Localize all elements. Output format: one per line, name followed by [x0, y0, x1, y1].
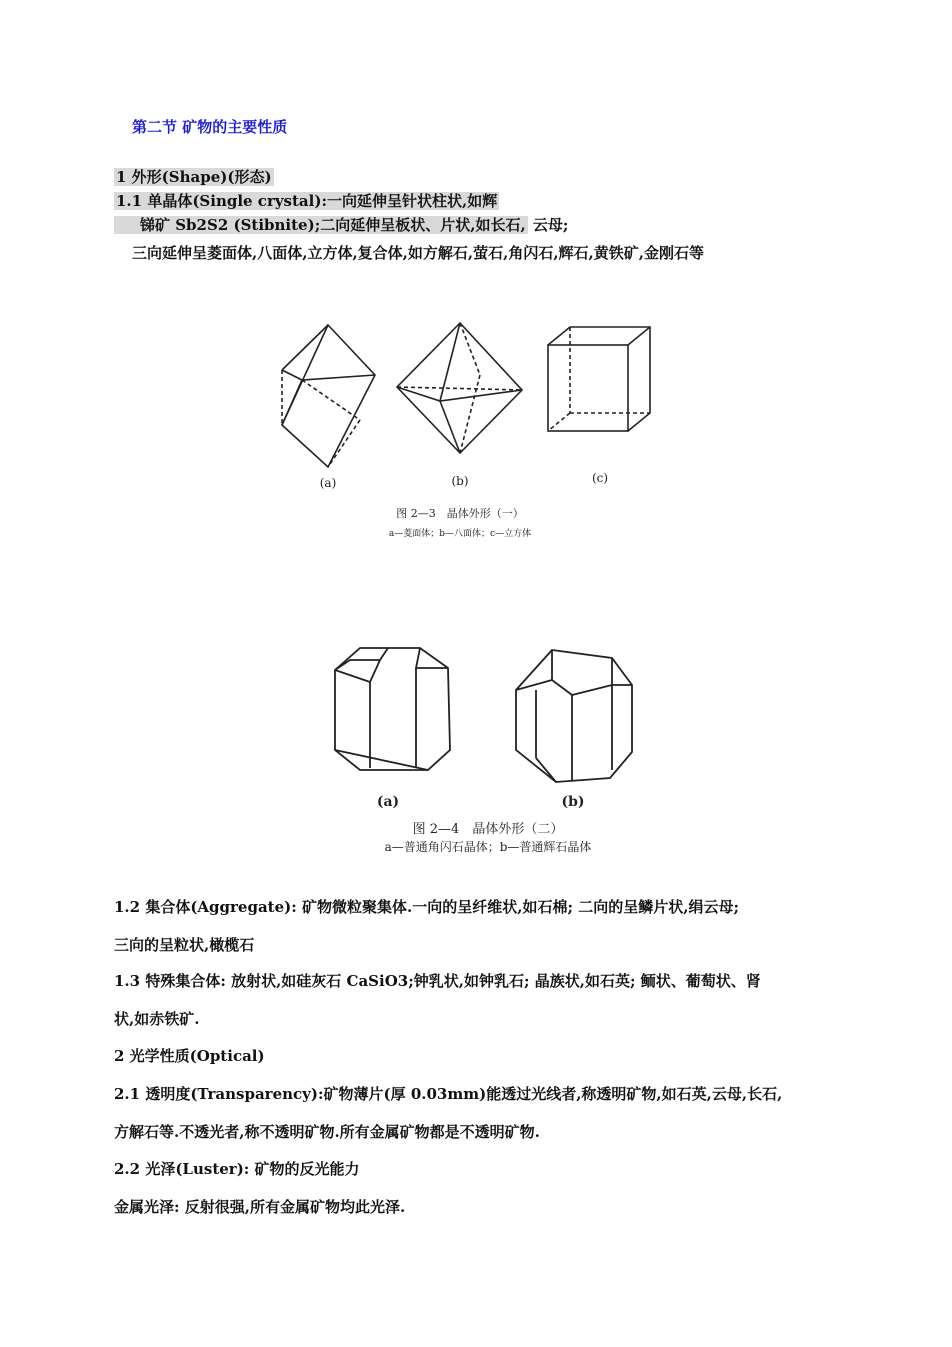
para-1-1-line2: 锑矿 Sb2S2 (Stibnite);二向延伸呈板状、片状,如长石, 云母;	[114, 214, 568, 236]
para-2-2-metallic: 金属光泽: 反射很强,所有金属矿物均此光泽.	[114, 1198, 406, 1216]
para-1-2-line1: 1.2 集合体(Aggregate): 矿物微粒聚集体.一向的呈纤维状,如石棉; 二向的呈鳞片状,绢云母;	[114, 898, 739, 916]
fig2-label-a: (a)	[376, 794, 400, 810]
fig1-subcaption: a—菱面体；b—八面体；c—立方体	[388, 529, 532, 539]
fig2-label-b: (b)	[561, 794, 585, 810]
para-2-2-heading: 2.2 光泽(Luster): 矿物的反光能力	[114, 1160, 360, 1178]
fig1-caption: 图 2—3 晶体外形（一）	[396, 507, 524, 520]
para-1-1-line1: 1.1 单晶体(Single crystal):一向延伸呈针状柱状,如辉	[116, 192, 498, 210]
figure-crystal-shapes-1	[280, 315, 660, 550]
para-2-1-line2: 方解石等.不透光者,称不透明矿物.所有金属矿物都是不透明矿物.	[114, 1123, 540, 1141]
para-1-1-line3: 三向延伸呈菱面体,八面体,立方体,复合体,如方解石,萤石,角闪石,辉石,黄铁矿,金刚石等	[132, 244, 705, 262]
heading-shape: 1 外形(Shape)(形态)	[116, 168, 272, 186]
fig1-label-b: (b)	[451, 474, 469, 488]
heading-optical: 2 光学性质(Optical)	[114, 1047, 265, 1065]
fig2-subcaption: a—普通角闪石晶体；b—普通辉石晶体	[384, 840, 592, 854]
para-1-3-line1: 1.3 特殊集合体: 放射状,如硅灰石 CaSiO3;钟乳状,如钟乳石; 晶族状,如石英; 鲕状、葡萄状、肾	[114, 972, 761, 990]
fig1-label-a: (a)	[319, 476, 337, 490]
figure-crystal-shapes-2	[320, 640, 660, 860]
para-2-1-line1: 2.1 透明度(Transparency):矿物薄片(厚 0.03mm)能透过光线者,称透明矿物,如石英,云母,长石,	[114, 1085, 783, 1103]
fig1-label-c: (c)	[591, 471, 609, 485]
para-1-2-line2: 三向的呈粒状,橄榄石	[114, 936, 255, 954]
section-title: 第二节 矿物的主要性质	[132, 118, 288, 136]
fig2-caption: 图 2—4 晶体外形（二）	[412, 822, 564, 837]
para-1-3-line2: 状,如赤铁矿.	[114, 1010, 200, 1028]
